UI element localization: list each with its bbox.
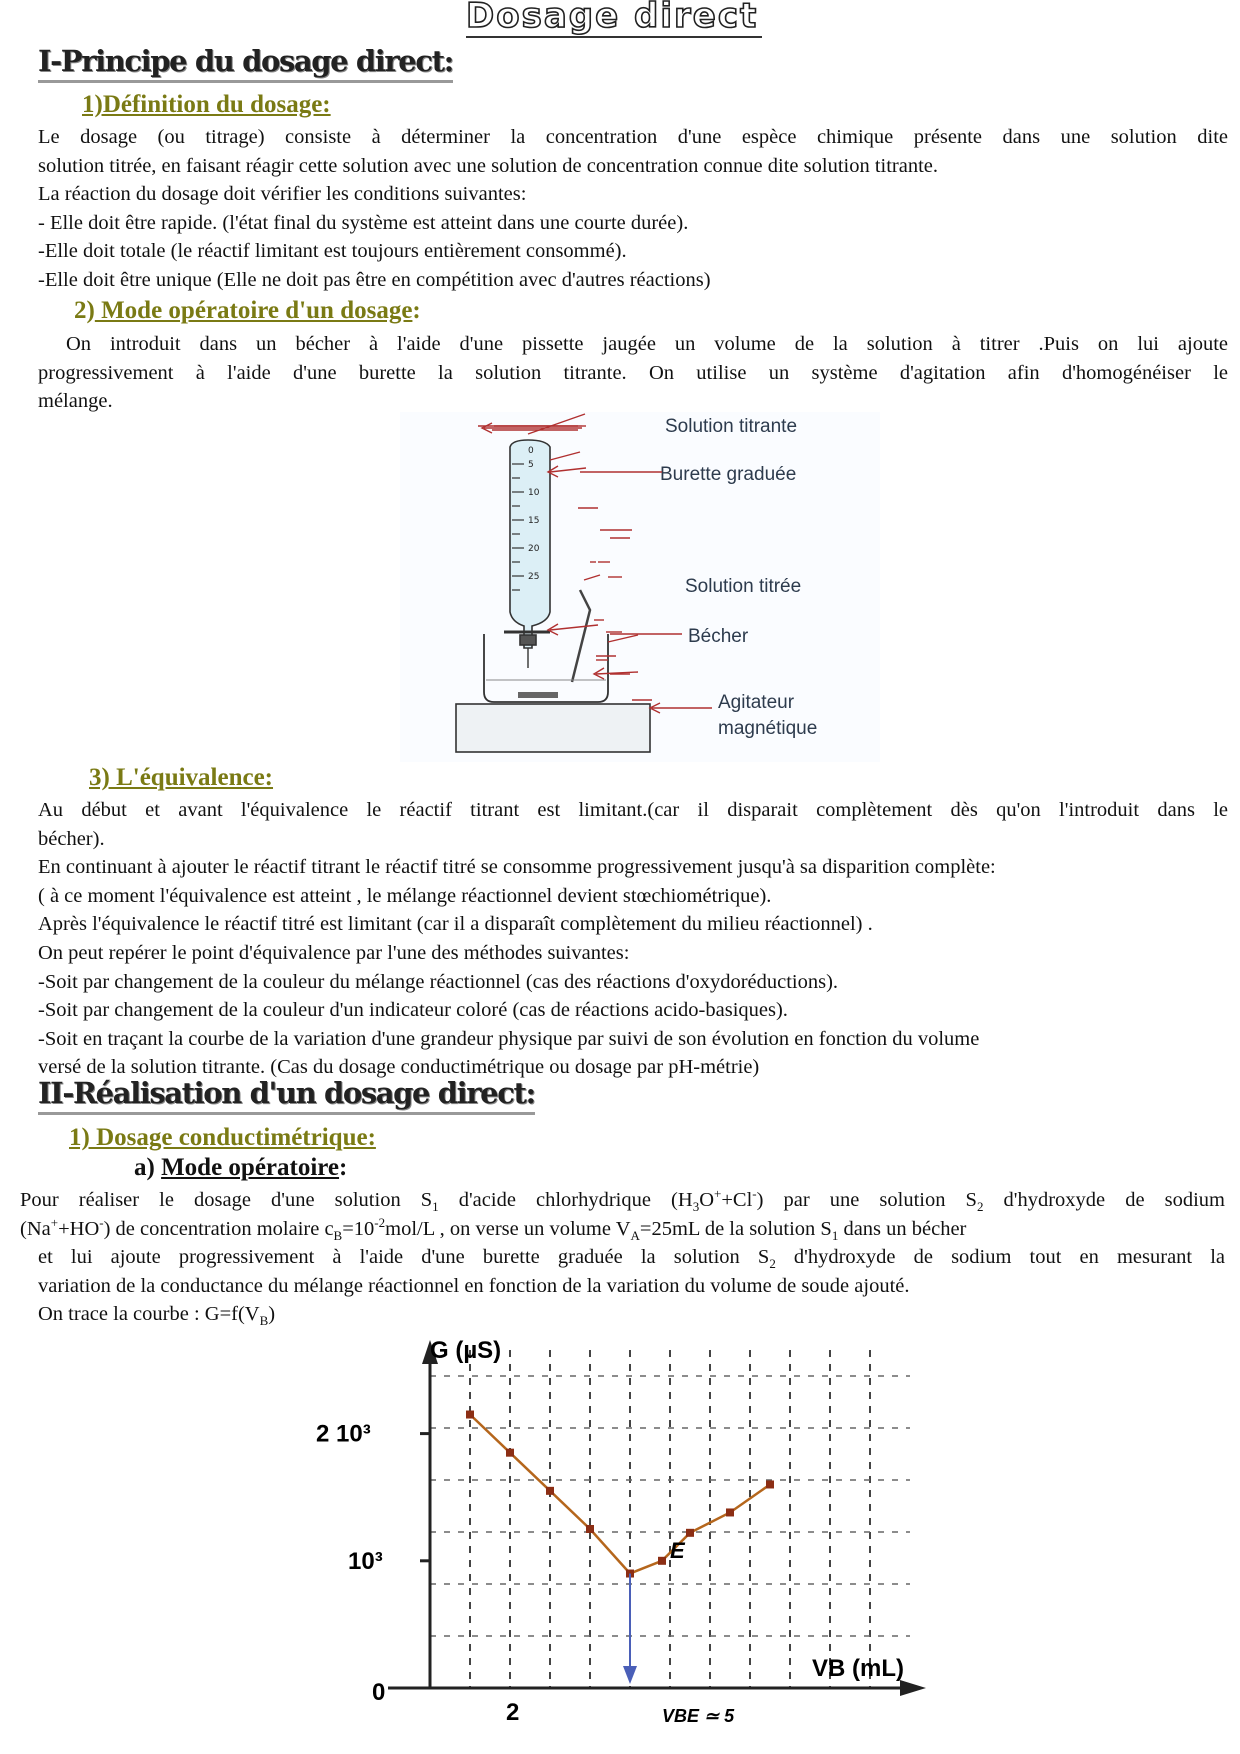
- text-line: En continuant à ajouter le réactif titrant le réactif titré se consomme progressivement jusqu'à sa disparition complète:: [38, 856, 996, 879]
- conductimetric-paragraph: [20, 1186, 1225, 1329]
- text-line: mélange.: [38, 390, 113, 413]
- text-run: d'hydroxyde de sodium: [983, 1189, 1226, 1211]
- subscript: 3: [692, 1199, 700, 1215]
- text-run: d'acide chlorhydrique (H: [438, 1189, 693, 1211]
- text-line: Au début et avant l'équivalence le réactif titrant est limitant.(car il disparait complètement dès qu'on l'introduit dans le: [38, 799, 1228, 821]
- y-tick-0: 0: [372, 1679, 386, 1706]
- data-point: [506, 1449, 514, 1457]
- text-line: versé de la solution titrante. (Cas du dosage conductimétrique ou dosage par pH-métrie): [38, 1056, 760, 1079]
- data-point: [586, 1525, 594, 1533]
- procedure-title: Mode opératoire d'un dosage: [94, 297, 413, 324]
- text-line: -Soit par changement de la couleur du mélange réactionnel (cas des réactions d'oxydoréductions).: [38, 970, 839, 993]
- equivalence-point-label: E: [670, 1538, 685, 1563]
- text-run: ) de concentration molaire c: [103, 1217, 334, 1240]
- text-run: O: [699, 1189, 714, 1211]
- text-line: [20, 1215, 1225, 1244]
- text-run: mol/L , on verse un volume V: [385, 1217, 631, 1240]
- text-line: ( à ce moment l'équivalence est atteint , le mélange réactionnel devient stœchiométrique).: [38, 884, 772, 907]
- data-point: [466, 1411, 474, 1419]
- text-run: ): [268, 1303, 276, 1326]
- data-point: [658, 1557, 666, 1565]
- x-tick-2: 2: [506, 1699, 520, 1726]
- y-axis-label: G (µS): [430, 1337, 502, 1364]
- procedure-paragraph: [38, 330, 1228, 416]
- text-run: d'hydroxyde de sodium tout en mesurant la: [775, 1246, 1226, 1269]
- equivalence-heading: 3) L'équivalence:: [89, 764, 274, 791]
- text-run: ) par une solution S: [756, 1189, 977, 1211]
- text-line: Après l'équivalence le réactif titré est limitant (car il a disparaît complètement du milieu réactionnel) .: [38, 913, 873, 936]
- superscript: +: [714, 1186, 722, 1202]
- text-run: +Cl: [721, 1189, 753, 1211]
- procedure-heading: [74, 297, 421, 325]
- definition-heading: 1)Définition du dosage:: [82, 91, 331, 118]
- chart-axes: [388, 1340, 926, 1696]
- burette-mark: 20: [528, 544, 540, 554]
- burette-mark: 5: [528, 460, 534, 470]
- page-title: Dosage direct: [466, 0, 762, 38]
- y-tick-2000: 2 10³: [316, 1420, 371, 1448]
- conductance-line: [470, 1415, 770, 1574]
- label-becher: Bécher: [688, 626, 749, 647]
- text-line: -Elle doit totale (le réactif limitant est toujours entièrement consommé).: [38, 240, 627, 263]
- section2-heading: II-Réalisation d'un dosage direct:: [38, 1076, 535, 1115]
- text-line: La réaction du dosage doit vérifier les conditions suivantes:: [38, 183, 527, 206]
- text-run: et lui ajoute progressivement à l'aide d'une burette graduée la solution S: [38, 1246, 770, 1269]
- label-solution-titree: Solution titrée: [685, 576, 802, 597]
- superscript: -: [99, 1214, 104, 1230]
- text-line: [20, 1243, 1225, 1272]
- operating-mode-title: Mode opératoire: [161, 1154, 340, 1181]
- titration-setup-figure: [400, 412, 880, 762]
- burette-mark: 10: [528, 488, 540, 498]
- label-solution-titrante: Solution titrante: [665, 416, 798, 437]
- procedure-number: 2): [74, 297, 95, 324]
- text-run: (Na: [20, 1217, 51, 1240]
- subscript: B: [259, 1313, 269, 1329]
- text-line: solution titrée, en faisant réagir cette solution avec une solution de concentration connue dite solution titrante.: [38, 154, 939, 177]
- superscript: +: [50, 1214, 59, 1230]
- burette-mark: 15: [528, 516, 540, 526]
- data-point: [726, 1508, 734, 1516]
- text-line: On introduit dans un bécher à l'aide d'une pissette jaugée un volume de la solution à titrer .Puis on lui ajoute: [66, 333, 1228, 355]
- operating-mode-colon: :: [339, 1154, 348, 1181]
- text-line: [20, 1300, 1225, 1329]
- text-line: -Soit en traçant la courbe de la variation d'une grandeur physique par suivi de son évolution en fonction du volume: [38, 1027, 980, 1050]
- superscript: -: [752, 1186, 757, 1202]
- text-line: bécher).: [38, 827, 105, 850]
- y-tick-1000: 10³: [348, 1547, 383, 1575]
- label-magnetique: magnétique: [718, 718, 818, 739]
- text-run: =25mL de la solution S: [639, 1217, 832, 1240]
- conductance-series: [466, 1411, 774, 1684]
- subscript: 1: [432, 1199, 439, 1215]
- conductance-chart: [300, 1330, 950, 1750]
- text-line: -Elle doit être unique (Elle ne doit pas être en compétition avec d'autres réactions): [38, 268, 711, 291]
- text-run: On trace la courbe : G=f(V: [38, 1303, 260, 1326]
- definition-paragraph: [38, 123, 1228, 295]
- text-line: Le dosage (ou titrage) consiste à déterminer la concentration d'une espèce chimique présente dans une solution dite: [38, 126, 1228, 148]
- subscript: 2: [976, 1199, 984, 1215]
- chart-grid: [420, 1350, 910, 1688]
- text-run: +HO: [58, 1217, 100, 1240]
- text-line: progressivement à l'aide d'une burette la solution titrante. On utilise un système d'agitation afin d'homogénéiser le: [38, 361, 1228, 384]
- section1-heading: I-Principe du dosage direct:: [38, 44, 453, 83]
- operating-mode-prefix: a): [134, 1154, 162, 1181]
- equivalence-paragraph: [38, 796, 1228, 1082]
- subscript: 1: [831, 1227, 839, 1243]
- data-point: [546, 1487, 554, 1495]
- burette-mark: 0: [528, 446, 534, 456]
- text-run: dans un bécher: [838, 1217, 967, 1240]
- text-line: On peut repérer le point d'équivalence par l'une des méthodes suivantes:: [38, 941, 630, 964]
- conductimetric-heading: 1) Dosage conductimétrique:: [69, 1124, 376, 1151]
- subscript: 2: [769, 1256, 776, 1272]
- subscript: B: [333, 1227, 343, 1243]
- equivalence-arrow-head: [623, 1666, 637, 1684]
- burette-mark: 25: [528, 572, 540, 582]
- text-line: variation de la conductance du mélange réactionnel en fonction de la variation du volume de soude ajouté.: [38, 1274, 910, 1297]
- text-run: Pour réaliser le dosage d'une solution S: [20, 1189, 433, 1211]
- equivalence-x-label: VBE ≃ 5: [662, 1706, 735, 1726]
- data-point: [686, 1529, 694, 1537]
- label-burette-graduee: Burette graduée: [660, 464, 797, 485]
- text-run: =10: [342, 1217, 375, 1240]
- superscript: -2: [374, 1214, 386, 1230]
- subscript: A: [630, 1227, 640, 1243]
- text-line: - Elle doit être rapide. (l'état final du système est atteint dans une courte durée).: [38, 211, 689, 234]
- text-line: -Soit par changement de la couleur d'un indicateur coloré (cas de réactions acido-basiques).: [38, 999, 788, 1022]
- data-point: [766, 1480, 774, 1488]
- operating-mode-heading: [134, 1154, 347, 1182]
- label-agitateur: Agitateur: [718, 692, 795, 713]
- text-line: [20, 1186, 1225, 1215]
- magnetic-stirrer: [456, 704, 650, 752]
- procedure-colon: :: [412, 297, 421, 324]
- x-axis-label: VB (mL): [812, 1655, 904, 1682]
